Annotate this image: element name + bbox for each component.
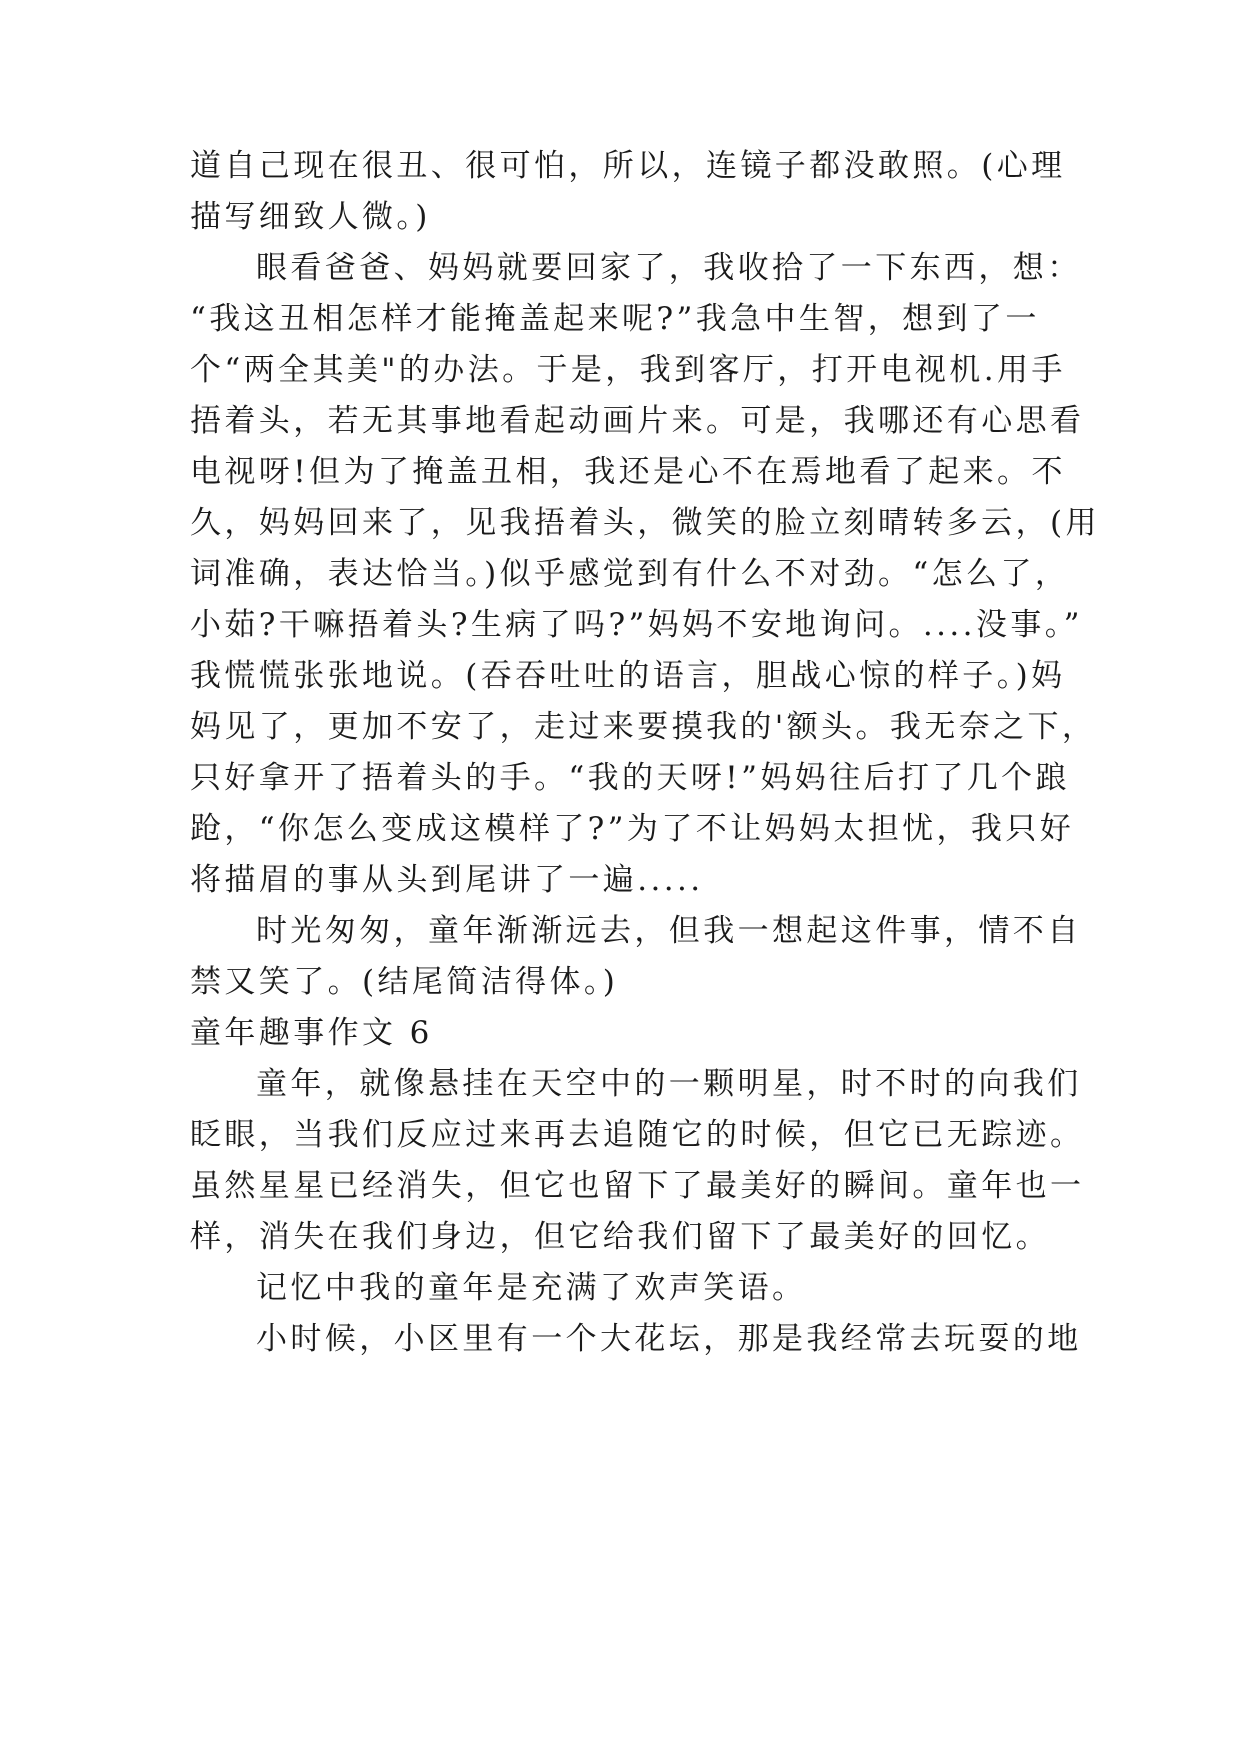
text-line: 词准确，表达恰当。)似乎感觉到有什么不对劲。“怎么了，: [190, 556, 1070, 592]
text-line: 只好拿开了捂着头的手。“我的天呀!”妈妈往后打了几个踉: [190, 760, 1070, 796]
text-line: 捂着头，若无其事地看起动画片来。可是，我哪还有心思看: [190, 403, 1085, 439]
text-line: 我慌慌张张地说。(吞吞吐吐的语言，胆战心惊的样子。)妈: [190, 658, 1066, 694]
text-line: 妈见了，更加不安了，走过来要摸我的'额头。我无奈之下，: [190, 709, 1097, 745]
text-line: “我这丑相怎样才能掩盖起来呢?”我急中生智，想到了一: [190, 301, 1040, 337]
text-line: 虽然星星已经消失，但它也留下了最美好的瞬间。童年也一: [190, 1168, 1085, 1204]
text-line: 个“两全其美"的办法。于是，我到客厅，打开电视机.用手: [190, 352, 1066, 388]
text-line: 样，消失在我们身边，但它给我们留下了最美好的回忆。: [190, 1219, 1050, 1255]
text-line: 道自己现在很丑、很可怕，所以，连镜子都没敢照。(心理: [190, 148, 1066, 184]
paragraph-start-line: 小时候，小区里有一个大花坛，那是我经常去玩耍的地: [256, 1321, 1082, 1357]
paragraph-start-line: 眼看爸爸、妈妈就要回家了，我收拾了一下东西，想：: [256, 250, 1082, 286]
text-line: 久，妈妈回来了，见我捂着头，微笑的脸立刻晴转多云，(用: [190, 505, 1100, 541]
text-line: 小茹?干嘛捂着头?生病了吗?”妈妈不安地询问。....没事。”: [190, 607, 1083, 643]
text-line: 眨眼，当我们反应过来再去追随它的时候，但它已无踪迹。: [190, 1117, 1085, 1153]
paragraph-start-line: 时光匆匆，童年渐渐远去，但我一想起这件事，情不自: [256, 913, 1082, 949]
section-heading: 童年趣事作文 6: [190, 1015, 433, 1051]
paragraph-start-line: 童年，就像悬挂在天空中的一颗明星，时不时的向我们: [256, 1066, 1082, 1102]
text-line: 电视呀!但为了掩盖丑相，我还是心不在焉地看了起来。不: [190, 454, 1066, 490]
text-line: 描写细致人微。): [190, 199, 431, 235]
text-line: 跄，“你怎么变成这模样了?”为了不让妈妈太担忧，我只好: [190, 811, 1075, 847]
paragraph-start-line: 记忆中我的童年是充满了欢声笑语。: [256, 1270, 807, 1306]
text-line: 将描眉的事从头到尾讲了一遍.....: [190, 862, 704, 898]
text-line: 禁又笑了。(结尾简洁得体。): [190, 964, 619, 1000]
